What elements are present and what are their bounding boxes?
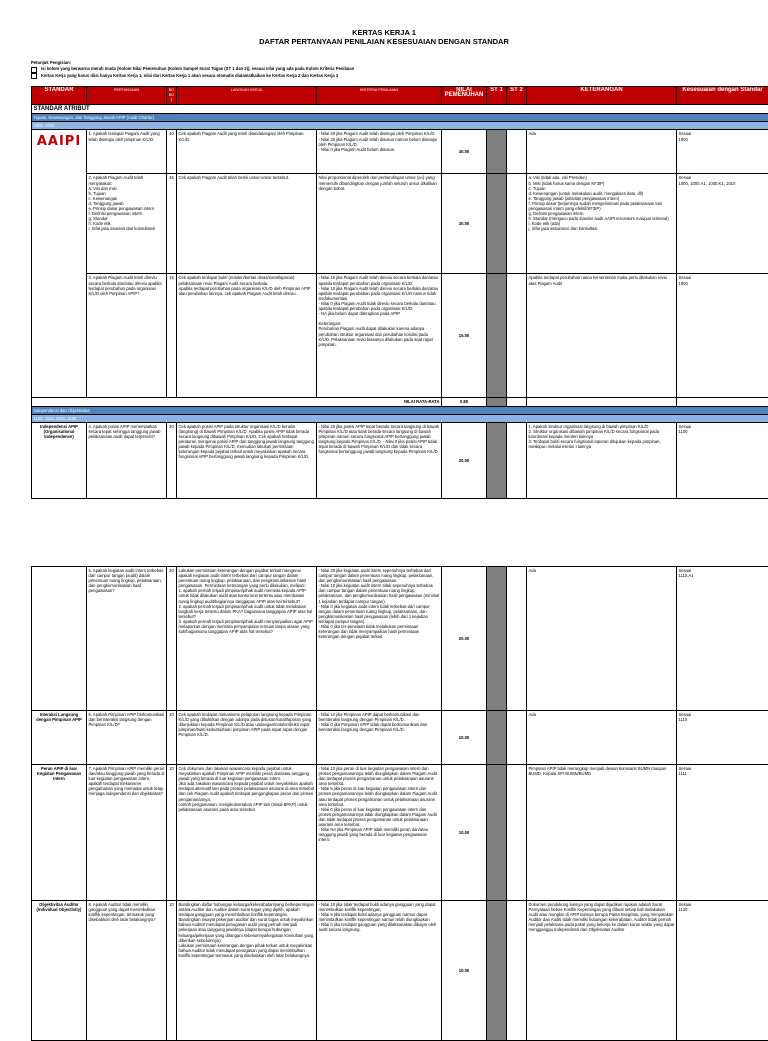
col-standar: STANDAR bbox=[32, 87, 87, 105]
checkbox-icon bbox=[31, 73, 37, 79]
nilai-cell: 40.00 bbox=[442, 130, 487, 174]
kesesuaian-cell: Sesuai 1110.A1 bbox=[677, 567, 768, 711]
col-st1: ST 1 bbox=[487, 87, 507, 105]
standar-cell bbox=[32, 130, 87, 398]
kesesuaian-cell: Sesuai 1120 bbox=[677, 901, 768, 1041]
standar-cell bbox=[32, 567, 87, 711]
col-st2: ST 2 bbox=[507, 87, 527, 105]
keterangan-cell: Dokumen pendukung lainnya yang dapat dijadikan rujukan adalah Surat Pernyataan bebas Konflik Kepentingan yang dibuat setiap kali melakukan Audit atau mungkin di APIP lainnya berupa Pakta Integritas, yang menyatakan Auditor dan Auditi tidak memiliki hubungan kekerabatan, Auditor tidak pernah menjadi pelaksana pada pakat yang bekerja ke dalam kurun waktu yang dapat mengganggu Independensi dan Objektivitas Auditor bbox=[527, 901, 677, 1041]
keterangan-cell: Pimpinan APIP tidak merangkap menjadi dewan komisaris BUMN maupun BUMD, Kepala SPI BUMN/BUMD bbox=[527, 765, 677, 901]
pertanyaan-cell: 3. Apakah Piagam Audit telah direviu secara berkala dan/atau direviu apabila terdapat perubahan pada organisasi K/L/D oleh Pimpinan APIP? bbox=[87, 274, 167, 398]
bobot-cell: 10 bbox=[167, 711, 177, 765]
instruction-item: Kertas Kerja yang harus diisi hanya Kertas Kerja 1, nilai dari Kertas Kerja 1 akan secara otomatis dialamatkaikan ke Kertas Kerja 2 dan Kertas Kerja 3 bbox=[31, 73, 354, 80]
kriteria-cell: - Nilai 20 jika posisi APIP tepat berada secara langsung di bawah Pimpinan K/L/D atau tidak berada secara langsung di bawah pimpinan namun secara fungsional APIP bertanggung jawab langsung kepada Pimpinan K/L/D. - Nilai 0 jika posisi APIP tidak tepat berada di bawah Pimpinan K/L/D dan tidak secara fungsional bertanggung jawab langsung kepada Pimpinan K/L/D. bbox=[317, 422, 442, 498]
st2-cell[interactable] bbox=[507, 274, 527, 398]
langkah-cell: Cek apakah terdapat mekanisme pelaporan langsung kepada Pimpinan K/L/D yang dibuktikan dengan adanya pada disusun/surat/laporan yang ditunjukkan kepada Pimpinan K/L/D atau undangan/notulen/bukti rapat pimpinan/bukti keikutsertaan pimpinan APIP pada rapat-rapat dengan Pimpinan K/L/D. bbox=[177, 711, 317, 765]
nilai-cell: 10.00 bbox=[442, 711, 487, 765]
st2-cell[interactable] bbox=[507, 130, 527, 174]
table-row bbox=[32, 765, 768, 901]
kesesuaian-cell: Sesuai 1110 bbox=[677, 711, 768, 765]
aaipi-logo: AAIPI bbox=[34, 131, 85, 151]
average-row bbox=[32, 398, 768, 406]
table-row bbox=[32, 901, 768, 1041]
instruction-item: Isi kolom yang berwarna merah muda (Kolom Nilai Pemenuhan (Kolom Sampel Surat Tugas (ST 1 dan 2)), sesuai nilai yang ada pada Kolom Kriteria Penilaian bbox=[31, 66, 354, 73]
standar-cell: Independensi APIP (Organisational Independence) bbox=[32, 422, 87, 498]
average-label: NILAI RATA-RATA bbox=[32, 398, 442, 406]
pertanyaan-cell: 4. Apakah posisi APIP menempatkan secara tepat sehingga tanggung jawab pelaksanaan audit dapat terpenuhi? bbox=[87, 422, 167, 498]
kriteria-cell: - Nilai 15 jika Piagam Audit telah direviu secara berkala dan/atau apabila terdapat perubahan pada organisasi K/L/D. - Nilai 10 jika Piagam Audit telah direviu secara berkala dan/atau apabila terdapat perubahan pada organisasi K/L/D namun tidak terdokumentasi. - Nilai 0 jika Piagam Audit tidak direviu secara berkala dan/atau apabila terdapat perubahan pada organisasi K/L/D. - NA jika belum dapat diterapkan pada APIP. Keterangan: Perubahan Piagam Audit dapat dilakukan karena adanya perubahan struktur organisasi dan perubahan kondisi pada K/L/D. Pelaksanaan reviu biasanya dilakukan pada saat rapat pimpinan. bbox=[317, 274, 442, 398]
section-code: 1100, 1110, 1120, 1130 bbox=[32, 414, 768, 422]
st1-cell[interactable] bbox=[487, 765, 507, 901]
st2-cell[interactable] bbox=[507, 765, 527, 901]
table-row bbox=[32, 422, 768, 498]
standar-cell: Peran APIP di luar Kegiatan Pengawasan Intern bbox=[32, 765, 87, 901]
bobot-cell: 15 bbox=[167, 274, 177, 398]
standar-cell: Interaksi Langsung dengan Pimpinan APIP bbox=[32, 711, 87, 765]
nilai-cell: 10.00 bbox=[442, 765, 487, 901]
standar-cell: Objektivitas Auditor (Individual Objectivity) bbox=[32, 901, 87, 1041]
checkbox-icon bbox=[31, 67, 37, 73]
pertanyaan-cell: 2. Apakah Piagam Audit telah menyatakan: a. Visi dan misi b. Tujuan c. Kewenangan d. Tanggung jawab e. Prinsip dasar pengawasan intern f. Definisi pengawasan intern g. Standar h. Kode etik i. Sifat jasa asurans dan konsultansi bbox=[87, 174, 167, 274]
st2-cell[interactable] bbox=[507, 567, 527, 711]
kriteria-cell: - Nilai 40 jika Piagam Audit telah disetujui oleh Pimpinan K/L/D. - Nilai 20 jika Piagam Audit telah disusun namun belum disetujui oleh Pimpinan K/L/D. - Nilai 0 jika Piagam Audit belum disusun. bbox=[317, 130, 442, 174]
document-title: KERTAS KERJA 1 bbox=[0, 28, 768, 37]
instructions bbox=[31, 60, 354, 79]
kesesuaian-cell: Sesuai 1000 bbox=[677, 130, 768, 174]
st1-cell[interactable] bbox=[487, 174, 507, 274]
langkah-cell: Cek apakah posisi APIP pada struktur organisasi K/L/D berada (langsung) di bawah Pimpinan K/L/D. Apabila posisi APIP tidak berada secara langsung dibawah Pimpinan K/L/D, Cek apakah terdapat peraturan mengenai posisi APIP dan tanggung jawab langsung tanggung jawab kepada Pimpinan K/L/D, Kemudian lakukan permintaan keterangan kepada pejabat terkait untuk meyakinkan apakah secara fungsional APIP bertanggung jawab langsung kepada Pimpinan K/L/D. bbox=[177, 422, 317, 498]
st2-cell[interactable] bbox=[507, 174, 527, 274]
col-kriteria: KRITERIA PENILAIAN bbox=[317, 87, 442, 105]
kriteria-cell: - Nilai 20 jika kegiatan audit intern sepenuhnya terbebas dari campur tangan dalam penentuan ruang lingkup, pelaksanaan, dan pengkomunikasian hasil pengawasan. - Nilai 10 jika kegiatan audit intern tidak sepenuhnya terbebas dari campur tangan dalam penentuan ruang lingkup, pelaksanaan, dan pengkomunikasian hasil pengawasan (minimal 1 kejadian terdapat campur tangan). - Nilai 0 jika kegiatan audit intern tidak terbebas dari campur tangan dalam penentuan ruang lingkup, pelaksanaan, dan pengkomunikasian hasil pengawasan (lebih dari 1 kejadian terdapat campur tangan). - Nilai 0 jika ter-penelaah tidak melakukan permintaan keterangan dan tidak menyampaikan hasil permintaan keterangan dengan pejabat terkait. bbox=[317, 567, 442, 711]
keterangan-cell: Ada bbox=[527, 711, 677, 765]
kesesuaian-cell: Sesuai 1111 bbox=[677, 765, 768, 901]
langkah-cell: Cek apakah Piagam Audit telah berisi unsur-unsur tersebut. bbox=[177, 174, 317, 274]
standar-atribut-label: STANDAR ATRIBUT bbox=[32, 105, 768, 114]
nilai-cell: 30.00 bbox=[442, 174, 487, 274]
col-pertanyaan: PERTANYAAN bbox=[87, 87, 167, 105]
nilai-cell: 10.00 bbox=[442, 901, 487, 1041]
langkah-cell: Cek apakah terdapat bukti (notulen/kertas dinas/surat/laporan) pelaksanaan reviu Piagam Audit secara berkala. Apabila terdapat perubahan pada organisasi K/L/D oleh Pimpinan APIP atau perubahan lainnya, cek apakah Piagam Audit telah direviu. bbox=[177, 274, 317, 398]
keterangan-cell: 1. Apakah struktur organisasi langsung di bawah pimpinan K/L/D 2. Struktur organisasi dibawah pimpinan K/L/D secara fungsional pada koordinasi kepada menteri tiainnya 3. Terdapat bukti secara fungsional laporan ditujukan kepada pimpinan, meskipun melalui eselon I lainnya bbox=[527, 422, 677, 498]
st1-cell[interactable] bbox=[487, 901, 507, 1041]
langkah-cell: Cek apakah Piagam Audit yang telah ditandatangani oleh Pimpinan K/L/D. bbox=[177, 130, 317, 174]
kriteria-cell: - Nilai 10 jika tidak terdapat bukti adanya gangguan yang dapat menimbulkan konflik kepentingan. - Nilai 5 jika terdapat bukti adanya gangguan namun dapat menimbulkan konflik kepentingan namun telah diungkapkan. - Nilai 0 jika terdapat gangguan yang dilaksanakan dibayar oleh audit secara langsung. bbox=[317, 901, 442, 1041]
bobot-cell: 10 bbox=[167, 901, 177, 1041]
langkah-cell: Lakukan permintaan keterangan dengan pejabat terkait mengenai apakah kegiatan audit intern terbebas dari campur tangan dalam penentuan ruang lingkup, pelaksanaan, dan pengkomunikasian hasil pengawasan. Permintaan keterangan yang perlu dilakukan, meliputi: 1. apakah pernah terjadi pimpinan/pihak audit meminta kepada APIP untuk tidak dilakukan audit atas kantor/unit tertentu atau membatasi ruang lingkup audit/bagiannya tanggapan APIP atas hal tersebut? 2. apakah pernah terjadi pimpinan/pihak audit untuk tidak melakukan langkah kerja tertentu dalam PKA? bagaimana tanggapan APIP atas hal tersebut? 3. apakah pernah terjadi pimpinan/pihak audit menyampaikan agar APIP melaporkan dengan meminta penyampaian temuan tanpa ulasan yang sah/bagaimana tanggapan APIP atas hal tersebut? bbox=[177, 567, 317, 711]
section-code: 1000, 1010 bbox=[32, 122, 768, 130]
kriteria-cell: Nilai proporsional diperoleh dari perbandingan unsur (a-i) yang memenuhi dibandingkan dengan jumlah seluruh unsur dikalikan dengan bobot. bbox=[317, 174, 442, 274]
st2-cell[interactable] bbox=[507, 422, 527, 498]
table-row bbox=[32, 711, 768, 765]
col-nilai: NILAI PEMENUHAN bbox=[442, 87, 487, 105]
nilai-cell: 20.00 bbox=[442, 422, 487, 498]
kriteria-cell: - Nilai 10 jika Pimpinan APIP dapat berkomunikasi dan berinteraksi langsung dengan Pimpinan K/L/D. - Nilai 0 jika Pimpinan APIP tidak dapat berkomunikasi dan berinteraksi langsung dengan Pimpinan K/L/D. bbox=[317, 711, 442, 765]
bobot-cell: 10 bbox=[167, 765, 177, 901]
pertanyaan-cell: 6. Apakah Pimpinan APIP berkomunikasi dan berinteraksi langsung dengan Pimpinan K/L/D? bbox=[87, 711, 167, 765]
st1-cell[interactable] bbox=[487, 274, 507, 398]
section-title: Independensi dan Objektivitas bbox=[32, 406, 768, 414]
langkah-cell: Bandingkan daftar hubungan keluarga/kekerabatan/yang berkepentingan antara Auditor dan Auditor dalam surat tugas yang dipilih, apakah terdapat gangguan yang menimbulkan konflik kepentingan. Bandingkan riwayat pekerjaan auditor dan surat tugas untuk meyakinkan bahwa Auditor mendapat penugasan audit yang pernah menjadi pekerjaan atau tanggung jawabnya (dapat berupa hubungan keluarga/pekerjaan yang ditangani sebelumnya/kegiatan konsultasi yang diberikan sebelumnya). Lakukan permintaan keterangan dengan pihak terkait untuk meyakinkan bahwa Auditor tidak mendapat penugasan yang dapat menimbulkan konflik kepentingan termasuk yang disebabkan oleh latar belakangnya. bbox=[177, 901, 317, 1041]
st1-cell[interactable] bbox=[487, 130, 507, 174]
table-row bbox=[32, 174, 768, 274]
col-bobot: BOBOT bbox=[167, 87, 177, 105]
st2-cell[interactable] bbox=[507, 901, 527, 1041]
pertanyaan-cell: 7. Apakah Pimpinan APIP memiliki peran dan/atau tanggung jawab yang berada di luar kegiatan pengawasan intern, apakah terdapat mekanisme pengamanan yang memadai untuk tetap menjaga independensi dan objektivitas? bbox=[87, 765, 167, 901]
worksheet-table-top bbox=[31, 86, 768, 499]
nilai-cell: 15.00 bbox=[442, 274, 487, 398]
nilai-cell: 20.00 bbox=[442, 567, 487, 711]
kesesuaian-cell: Sesuai 1000 bbox=[677, 274, 768, 398]
col-kesesuaian: Kesesuaian dengan Standar bbox=[677, 87, 768, 105]
st1-cell[interactable] bbox=[487, 567, 507, 711]
worksheet-table-bottom bbox=[31, 566, 768, 1041]
bobot-cell: 20 bbox=[167, 422, 177, 498]
langkah-cell: Cek dokumen dan lakukan wawancara kepada pejabat untuk meyakinkan apakah Pimpinan APIP memiliki peran dan/atau tanggung jawab yang berada di luar kegiatan pengawasan intern. Jika ada, lakukan wawancara kepada pejabat untuk meyakinkan apakah terdapat alternatif lain pada proses pelaksanaan asurans di area tersebut dan cek Piagam Audit apakah terdapat pengungkapan peran dan proses pengamanannya. contoh pengamanan: mengikutsertakan APIP lain (misal BPKP) untuk pelaksanaan asurans pada area tersebut. bbox=[177, 765, 317, 901]
col-langkah: LANGKAH KERJA bbox=[177, 87, 317, 105]
table-row bbox=[32, 130, 768, 174]
table-row bbox=[32, 567, 768, 711]
section-title: Tujuan, Kewenangan, dan Tanggung Jawab APIP (Audit Charter) bbox=[32, 114, 768, 122]
bobot-cell: 45 bbox=[167, 174, 177, 274]
st1-cell[interactable] bbox=[487, 711, 507, 765]
kesesuaian-cell: Sesuai 1000, 1000.A1, 1000.K1, 1010 bbox=[677, 174, 768, 274]
kesesuaian-cell: Sesuai 1100 bbox=[677, 422, 768, 498]
st2-cell[interactable] bbox=[507, 711, 527, 765]
col-keterangan: KETERANGAN bbox=[527, 87, 677, 105]
st1-cell[interactable] bbox=[487, 422, 507, 498]
bobot-cell: 20 bbox=[167, 567, 177, 711]
keterangan-cell: Ada bbox=[527, 567, 677, 711]
keterangan-cell: Apabila terdapat perubahan nama kementerian maka perlu dilakukan reviu atas Piagam Audit bbox=[527, 274, 677, 398]
bobot-cell: 40 bbox=[167, 130, 177, 174]
document-subtitle: DAFTAR PERTANYAAN PENILAIAN KESESUAIAN DENGAN STANDAR bbox=[0, 37, 768, 46]
kriteria-cell: - Nilai 10 jika peran di luar kegiatan pengawasan intern dan proses pengamanannya telah diungkapkan dalam Piagam Audit dan terdapat proses pengamanan untuk pelaksanaan asurans area tersebut. - Nilai 5 jika peran di luar kegiatan pengawasan intern dan proses pengamanannya telah diungkapkan dalam Piagam Audit atau terdapat proses pengamanan untuk pelaksanaan asurans area tersebut. - Nilai 0 jika peran di luar kegiatan pengawasan intern dan proses pengamanannya tidak diungkapkan dalam Piagam Audit dan tidak terdapat proses pengamanan untuk pelaksanaan asurans area tersebut. - Nilai NA jika Pimpinan APIP tidak memiliki peran dan/atau tanggung jawab yang berada di luar kegiatan pengawasan intern. bbox=[317, 765, 442, 901]
keterangan-cell: a. Visi (tidak ada, visi Presiden) b. Misi (tidak harus sama dengan KF3IP) c. Tujuan d. Kewenangan (untuk melakukan audit, mengakses data, dll) e. Tanggung jawab (aktivitas pengawasan intern) f. Prinsip dasar (terjaminya sudah mengeliminasi pada pelaksanaan tusi pengawasan intern yang efektif/KF3IP) g. Definisi pengawasan intern h. Standar (mengacu pada standar audit AAIPI tercantum maupun terkenal) i. Kode etik (ada) j. Sifat jasa assurance dan konsultasi bbox=[527, 174, 677, 274]
instructions-heading: Petunjuk Pengisian: bbox=[31, 60, 354, 66]
pertanyaan-cell: 8. Apakah Auditor tidak memiliki gangguan yang dapat menimbulkan konflik kepentingan, termasuk yang disebabkan oleh latar belakangnya? bbox=[87, 901, 167, 1041]
table-row bbox=[32, 274, 768, 398]
pertanyaan-cell: 5. Apakah kegiatan audit intern terbebas dari campur tangan (audit) dalam penentuan ruang lingkup, pelaksanaan, dan pengkomunikasian hasil pengawasan? bbox=[87, 567, 167, 711]
average-value: 0.85 bbox=[442, 398, 487, 406]
pertanyaan-cell: 1. Apakah terdapat Piagam Audit yang telah disetujui oleh pimpinan K/L/D. bbox=[87, 130, 167, 174]
keterangan-cell: Ada bbox=[527, 130, 677, 174]
